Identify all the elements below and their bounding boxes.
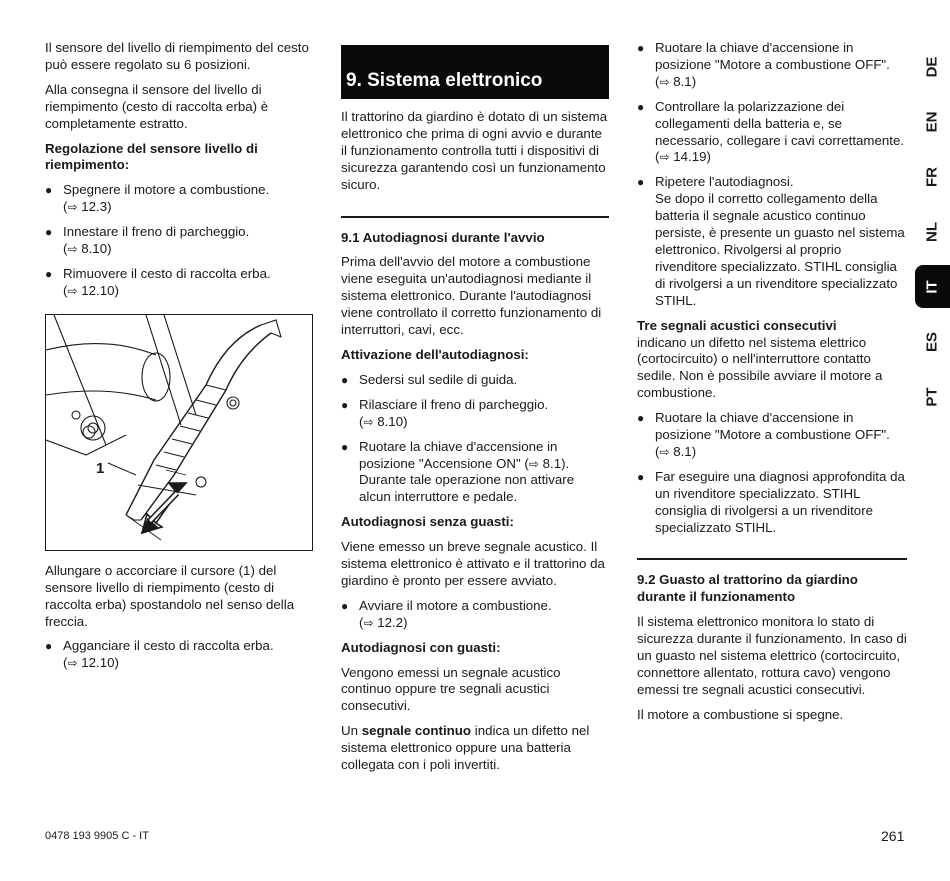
list-item: ● Ruotare la chiave d'accensione in posizione "Motore a combustione OFF". (⇨ 8.1) [637,40,907,91]
list-item: ● Spegnere il motore a combustione. (⇨ 12.3) [45,182,315,216]
heading-section-9-1: 9.1 Autodiagnosi durante l'avvio [341,229,545,245]
right-arrow-reference-icon: ⇨ [67,200,78,215]
right-arrow-reference-icon: ⇨ [67,283,78,298]
document-code: 0478 193 9905 C - IT [45,830,149,842]
xref: (⇨ 8.1) [655,73,697,89]
paragraph-continuous-signal: Un segnale continuo indica un difetto nel sistema elettronico oppure una batteria collegata con i poli invertiti. [341,723,590,773]
paragraph-engine-stops: Il motore a combustione si spegne. [637,706,844,722]
figure-callout-label: 1 [96,459,105,477]
section-divider [637,558,907,560]
list-item: ● Far eseguire una diagnosi approfondita da un rivenditore specializzato. STIHL consiglia di rivolgersi a un rivenditore specializzato STIHL. [637,469,907,537]
right-arrow-reference-icon: ⇨ [659,74,670,89]
right-arrow-reference-icon: ⇨ [363,615,374,630]
xref: (⇨ 14.19) [655,149,711,165]
activation-steps [341,372,609,506]
xref: (⇨ 8.10) [63,241,112,257]
list-item: ● Ruotare la chiave d'accensione in posizione "Accensione ON" (⇨ 8.1). Durante tale operazione non attivare alcun interruttore e pedale. [341,439,609,507]
column-middle [341,40,609,782]
three-signal-steps [637,410,907,536]
xref: (⇨ 8.10) [359,413,408,429]
xref: (⇨ 12.2) [359,614,408,630]
language-tab-nl[interactable]: NL [923,221,941,242]
xref: (⇨ 12.10) [63,282,119,298]
language-tab-fr[interactable]: FR [923,166,941,187]
sensor-drawing [46,315,313,551]
paragraph-no-faults: Viene emesso un breve segnale acustico. Il sistema elettronico è attivato e il trattorino da giardino è pronto per essere avviato. [341,539,605,588]
list-item: ● Agganciare il cesto di raccolta erba. (⇨ 12.10) [45,638,315,672]
paragraph-self-diagnosis: Prima dell'avvio del motore a combustione viene eseguita un'autodiagnosi mediante il sistema elettronico. Durante l'autodiagnosi viene controllato il corretto funzionamento di interruttori, cavi, ecc. [341,254,602,338]
figure-caption: Allungare o accorciare il cursore (1) del sensore livello di riempimento (cesto di raccolta erba) spostandolo nel senso della freccia. [45,562,295,629]
xref: (⇨ 12.10) [63,655,119,671]
language-tab-es[interactable]: ES [923,331,941,352]
language-tab-en[interactable]: EN [923,111,941,132]
page-number: 261 [881,828,905,844]
xref: (⇨ 12.3) [63,199,112,215]
heading-activation: Attivazione dell'autodiagnosi: [341,346,529,362]
right-arrow-reference-icon: ⇨ [659,150,670,165]
right-arrow-reference-icon: ⇨ [363,414,374,429]
right-arrow-reference-icon: ⇨ [67,242,78,257]
chapter-title: 9. Sistema elettronico [341,45,609,99]
language-tab-de[interactable]: DE [923,56,941,77]
adjustment-steps [45,182,315,299]
language-tab-it[interactable]: IT [915,265,950,308]
section-divider [341,216,609,218]
heading-no-faults: Autodiagnosi senza guasti: [341,514,514,530]
paragraph-operation-fault: Il sistema elettronico monitora lo stato di sicurezza durante il funzionamento. In caso di un guasto nel sistema elettrico (cortocircuito, connettore allentato, rottura cavo) vengono emessi tre segnali acustici consecutivi. [637,614,907,697]
list-item: ● Ruotare la chiave d'accensione in posizione "Motore a combustione OFF". (⇨ 8.1) [637,410,907,461]
final-steps [45,638,315,672]
paragraph-three-signals: Tre segnali acustici consecutivi indicano un difetto nel sistema elettrico (cortocircuito) o nell'interruttore contatto sedile. Non è possibile avviare il motore a combustione. [637,317,883,401]
list-item: ● Innestare il freno di parcheggio. (⇨ 8.10) [45,224,315,258]
language-tab-pt[interactable]: PT [923,386,941,407]
xref: (⇨ 8.1) [524,455,566,471]
list-item: ● Ripetere l'autodiagnosi. Se dopo il corretto collegamento della batteria il segnale acustico continuo persiste, è presente un guasto nel sistema elettronico. Rivolgersi al proprio rivenditore specializzato. STIHL consiglia di rivolgersi a un rivenditore specializzato STIHL. [637,174,907,309]
start-steps [341,598,609,632]
list-item: ● Sedersi sul sedile di guida. [341,372,609,389]
sensor-slider-illustration [45,314,313,551]
list-item: ● Rimuovere il cesto di raccolta erba. (⇨ 12.10) [45,266,315,300]
list-item: ● Rilasciare il freno di parcheggio. (⇨ 8.10) [341,397,609,431]
right-arrow-reference-icon: ⇨ [528,456,539,471]
paragraph-with-faults: Vengono emessi un segnale acustico continuo oppure tre segnali acustici consecutivi. [341,664,561,714]
heading-with-faults: Autodiagnosi con guasti: [341,639,501,655]
list-item: ● Avviare il motore a combustione. (⇨ 12.2) [341,598,609,632]
paragraph-delivery-state: Alla consegna il sensore del livello di riempimento (cesto di raccolta erba) è completamente estratto. [45,81,269,131]
heading-section-9-2: 9.2 Guasto al trattorino da giardino durante il funzionamento [637,572,858,605]
paragraph-intro: Il trattorino da giardino è dotato di un sistema elettronico che prima di ogni avvio e durante il funzionamento controlla tutti i dispositivi di sicurezza garantendo così un funzionamento sicuro. [341,109,608,192]
list-item: ● Controllare la polarizzazione dei collegamenti della batteria e, se necessario, collegare i cavi correttamente. (⇨ 14.19) [637,99,907,167]
column-left [45,40,315,680]
xref: (⇨ 8.1) [655,443,697,459]
right-arrow-reference-icon: ⇨ [659,444,670,459]
paragraph-sensor-positions: Il sensore del livello di riempimento del cesto può essere regolato su 6 posizioni. [45,40,309,72]
right-arrow-reference-icon: ⇨ [67,656,78,671]
language-tabs [915,45,950,430]
column-right [637,40,907,732]
heading-sensor-adjustment: Regolazione del sensore livello di riempimento: [45,140,258,173]
continuous-fault-steps [637,40,907,310]
double-arrow-icon [142,483,186,533]
